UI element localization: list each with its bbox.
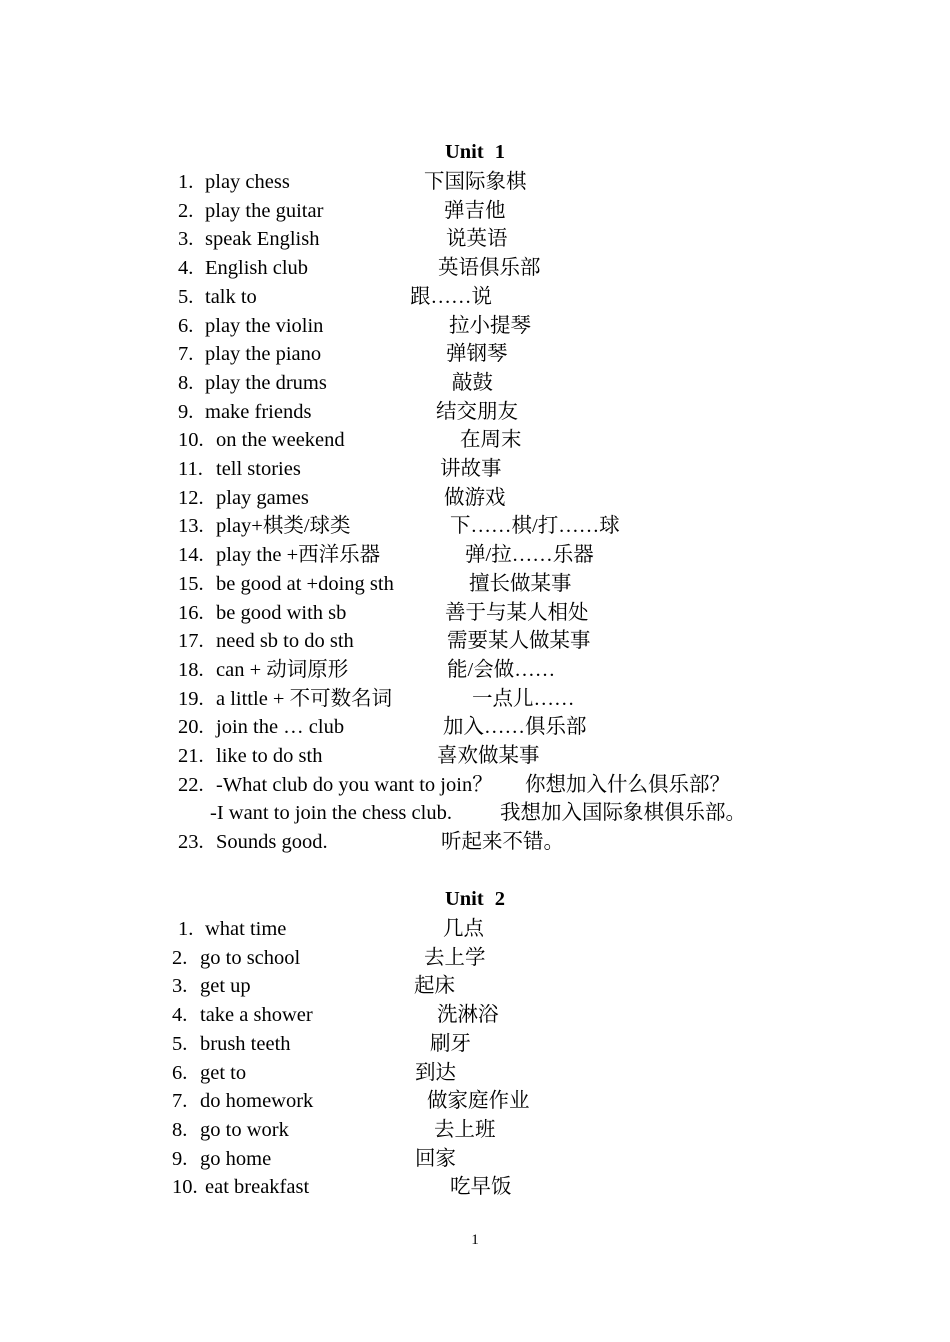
- vocabulary-row: [0, 1173, 950, 1202]
- english-phrase: play chess: [205, 171, 290, 193]
- chinese-meaning: 弹钢琴: [446, 343, 508, 366]
- item-number: 10.: [172, 1176, 198, 1199]
- english-phrase: eat breakfast: [205, 1176, 310, 1199]
- english-phrase: play games: [216, 486, 309, 509]
- vocabulary-row: [0, 1145, 950, 1174]
- chinese-meaning: 能/会做……: [447, 658, 556, 681]
- vocabulary-row: [0, 168, 950, 197]
- english-phrase: make friends: [205, 400, 312, 423]
- item-number: 2.: [178, 199, 194, 222]
- chinese-meaning: 弹/拉……乐器: [465, 544, 594, 567]
- vocabulary-row: [0, 713, 950, 742]
- vocabulary-row: [0, 972, 950, 1001]
- chinese-meaning: 到达: [415, 1061, 456, 1084]
- item-number: 11.: [178, 458, 203, 480]
- chinese-meaning: 需要某人做某事: [447, 630, 591, 653]
- english-phrase: need sb to do sth: [216, 630, 354, 653]
- chinese-meaning: 做游戏: [444, 486, 506, 509]
- chinese-meaning: 结交朋友: [436, 400, 518, 423]
- item-number: 3.: [178, 228, 194, 251]
- chinese-meaning: 跟……说: [410, 285, 492, 308]
- english-phrase: play the guitar: [205, 199, 324, 222]
- vocabulary-row: [0, 254, 950, 283]
- page-number: 1: [471, 1232, 479, 1248]
- chinese-meaning: 听起来不错。: [441, 831, 564, 854]
- item-number: 4.: [178, 257, 194, 280]
- item-number: 19.: [178, 687, 204, 710]
- chinese-meaning: 加入……俱乐部: [443, 716, 587, 739]
- chinese-meaning: 下国际象棋: [424, 171, 527, 193]
- english-phrase: play the violin: [205, 314, 324, 337]
- chinese-meaning: 敲鼓: [452, 371, 493, 394]
- item-number: 20.: [178, 716, 204, 739]
- item-number: 12.: [178, 486, 204, 509]
- chinese-meaning: 弹吉他: [444, 199, 506, 222]
- english-phrase: go to school: [200, 946, 301, 969]
- english-phrase: speak English: [205, 228, 320, 251]
- vocabulary-row: [0, 398, 950, 427]
- chinese-meaning: 回家: [415, 1147, 456, 1170]
- vocabulary-row: [0, 512, 950, 541]
- english-phrase: go to work: [200, 1118, 289, 1141]
- vocabulary-row: [0, 541, 950, 570]
- item-number: 14.: [178, 544, 204, 567]
- english-phrase: on the weekend: [216, 429, 345, 452]
- vocabulary-row: [0, 283, 950, 312]
- chinese-meaning: 说英语: [446, 228, 508, 251]
- english-phrase: play the piano: [205, 343, 322, 366]
- item-number: 8.: [172, 1118, 188, 1141]
- chinese-meaning: 拉小提琴: [449, 314, 531, 337]
- vocabulary-row: [0, 742, 950, 771]
- chinese-meaning: 擅长做某事: [469, 572, 572, 595]
- item-number: 4.: [172, 1004, 188, 1027]
- english-phrase: Sounds good.: [216, 831, 328, 854]
- chinese-meaning: 喜欢做某事: [437, 745, 540, 767]
- chinese-meaning: 一点儿……: [472, 687, 575, 710]
- vocabulary-row: [0, 627, 950, 656]
- vocabulary-row: [0, 340, 950, 369]
- item-number: 21.: [178, 745, 204, 767]
- english-phrase: get to: [200, 1061, 247, 1084]
- chinese-meaning: 几点: [443, 918, 484, 940]
- english-phrase: -I want to join the chess club.: [210, 802, 452, 825]
- vocabulary-row: [0, 944, 950, 973]
- chinese-meaning: 在周末: [460, 429, 522, 452]
- vocabulary-row: [0, 771, 950, 800]
- item-number: 17.: [178, 630, 204, 653]
- chinese-meaning: 下……棋/打……球: [450, 515, 620, 538]
- unit-2-title: Unit 2: [444, 888, 506, 910]
- item-number: 16.: [178, 601, 204, 624]
- item-number: 6.: [172, 1061, 188, 1084]
- english-phrase: can + 动词原形: [216, 658, 349, 681]
- item-number: 22.: [178, 773, 204, 796]
- english-phrase: English club: [205, 257, 309, 280]
- vocabulary-row: [0, 1001, 950, 1030]
- chinese-meaning: 讲故事: [440, 458, 502, 480]
- english-phrase: play the +西洋乐器: [216, 544, 381, 567]
- english-phrase: talk to: [205, 285, 257, 308]
- chinese-meaning: 洗淋浴: [437, 1004, 499, 1027]
- vocabulary-row: [0, 225, 950, 254]
- item-number: 9.: [172, 1147, 188, 1170]
- item-number: 18.: [178, 658, 204, 681]
- item-number: 8.: [178, 371, 194, 394]
- item-number: 10.: [178, 429, 204, 452]
- english-phrase: be good with sb: [216, 601, 347, 624]
- chinese-meaning: 去上学: [424, 946, 486, 969]
- chinese-meaning: 做家庭作业: [427, 1090, 530, 1113]
- item-number: 2.: [172, 946, 188, 969]
- item-number: 3.: [172, 975, 188, 998]
- chinese-meaning: 你想加入什么俱乐部？: [525, 773, 730, 796]
- english-phrase: join the … club: [216, 716, 345, 739]
- vocabulary-row: [0, 599, 950, 628]
- chinese-meaning: 起床: [414, 975, 455, 998]
- item-number: 23.: [178, 831, 204, 854]
- vocabulary-row: [0, 685, 950, 714]
- chinese-meaning: 去上班: [434, 1118, 496, 1141]
- item-number: 5.: [172, 1032, 188, 1055]
- english-phrase: play the drums: [205, 371, 327, 394]
- vocabulary-row: [0, 1087, 950, 1116]
- item-number: 15.: [178, 572, 204, 595]
- english-phrase: get up: [200, 975, 251, 998]
- chinese-meaning: 我想加入国际象棋俱乐部。: [500, 802, 746, 825]
- item-number: 1.: [178, 918, 194, 940]
- english-phrase: tell stories: [216, 458, 301, 480]
- english-phrase: brush teeth: [200, 1032, 291, 1055]
- english-phrase: take a shower: [200, 1004, 313, 1027]
- unit-1-title: Unit 1: [444, 141, 506, 163]
- item-number: 7.: [178, 343, 194, 366]
- vocabulary-row: [0, 312, 950, 341]
- vocabulary-row: [0, 799, 950, 828]
- vocabulary-row: [0, 1116, 950, 1145]
- vocabulary-row: [0, 1059, 950, 1088]
- vocabulary-row: [0, 1030, 950, 1059]
- vocabulary-row: [0, 484, 950, 513]
- vocabulary-row: [0, 197, 950, 226]
- english-phrase: what time: [205, 918, 287, 940]
- english-phrase: do homework: [200, 1090, 314, 1113]
- item-number: 9.: [178, 400, 194, 423]
- english-phrase: be good at +doing sth: [216, 572, 394, 595]
- chinese-meaning: 刷牙: [430, 1032, 471, 1055]
- chinese-meaning: 英语俱乐部: [438, 257, 541, 280]
- item-number: 1.: [178, 171, 194, 193]
- vocabulary-row: [0, 426, 950, 455]
- chinese-meaning: 善于与某人相处: [445, 601, 589, 624]
- vocabulary-row: [0, 369, 950, 398]
- item-number: 6.: [178, 314, 194, 337]
- english-phrase: -What club do you want to join？: [216, 773, 493, 796]
- chinese-meaning: 吃早饭: [450, 1176, 512, 1199]
- english-phrase: like to do sth: [216, 745, 323, 767]
- vocabulary-row: [0, 915, 950, 944]
- vocabulary-row: [0, 570, 950, 599]
- vocabulary-row: [0, 656, 950, 685]
- item-number: 7.: [172, 1090, 188, 1113]
- english-phrase: a little + 不可数名词: [216, 687, 393, 710]
- item-number: 13.: [178, 515, 204, 538]
- item-number: 5.: [178, 285, 194, 308]
- english-phrase: go home: [200, 1147, 272, 1170]
- vocabulary-row: [0, 828, 950, 857]
- vocabulary-row: [0, 455, 950, 484]
- english-phrase: play+棋类/球类: [216, 515, 351, 538]
